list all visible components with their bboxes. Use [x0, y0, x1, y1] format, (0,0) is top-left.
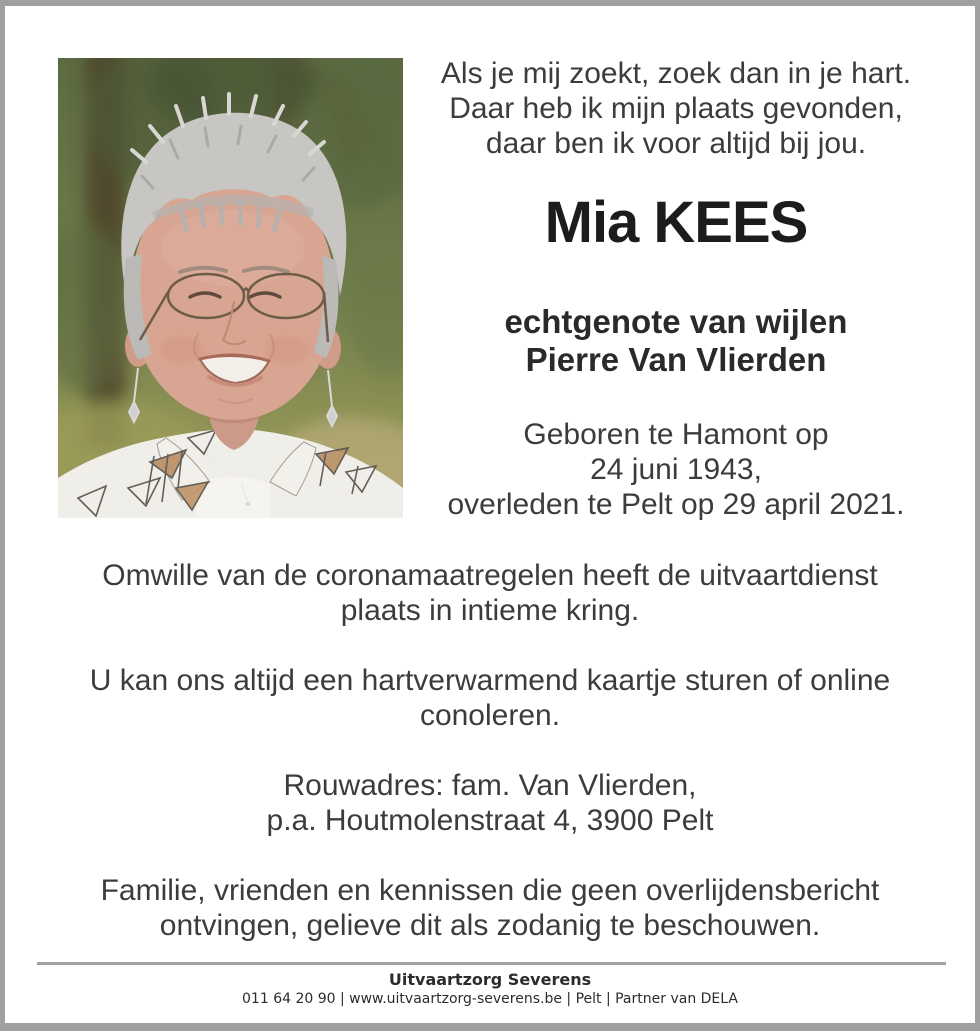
poem-line: daar ben ik voor altijd bij jou. — [485, 127, 867, 160]
paragraph-condolences — [13, 663, 967, 733]
footer-divider — [37, 962, 946, 965]
paragraph-mourning-address — [13, 768, 967, 838]
funeral-home-name: Uitvaartzorg Severens — [388, 970, 592, 989]
paragraph-line: Rouwadres: fam. Van Vlierden, — [283, 769, 697, 802]
portrait-photo — [58, 58, 403, 518]
paragraph-line: p.a. Houtmolenstraat 4, 3900 Pelt — [266, 804, 714, 837]
funeral-home-contact: 011 64 20 90 | www.uitvaartzorg-severens.be | Pelt | Partner van DELA — [242, 991, 738, 1007]
paragraph-notice — [13, 873, 967, 943]
paragraph-line: U kan ons altijd een hartverwarmend kaartje sturen of online — [89, 664, 891, 697]
announcement-text — [13, 558, 967, 978]
footer — [5, 969, 975, 1008]
paragraph-line: Omwille van de coronamaatregelen heeft de uitvaartdienst — [102, 559, 878, 592]
poem-line: Daar heb ik mijn plaats gevonden, — [449, 92, 903, 125]
deceased-name: Mia KEES — [544, 190, 808, 255]
paragraph-line: conoleren. — [419, 699, 561, 732]
relation-to-spouse — [420, 303, 932, 379]
relation-line: echtgenote van wijlen — [504, 303, 848, 340]
spouse-name: Pierre Van Vlierden — [525, 341, 827, 378]
paragraph-funeral-service — [13, 558, 967, 628]
paragraph-line: ontvingen, gelieve dit als zodanig te beschouwen. — [159, 909, 821, 942]
birth-line: Geboren te Hamont op — [523, 418, 829, 451]
birth-date: 24 juni 1943, — [590, 453, 762, 486]
paragraph-line: Familie, vrienden en kennissen die geen overlijdensbericht — [100, 874, 880, 907]
death-line: overleden te Pelt op 29 april 2021. — [447, 488, 905, 521]
paragraph-line: plaats in intieme kring. — [340, 594, 640, 627]
birth-death-dates — [420, 417, 932, 522]
poem — [420, 56, 932, 161]
poem-line: Als je mij zoekt, zoek dan in je hart. — [440, 57, 912, 90]
